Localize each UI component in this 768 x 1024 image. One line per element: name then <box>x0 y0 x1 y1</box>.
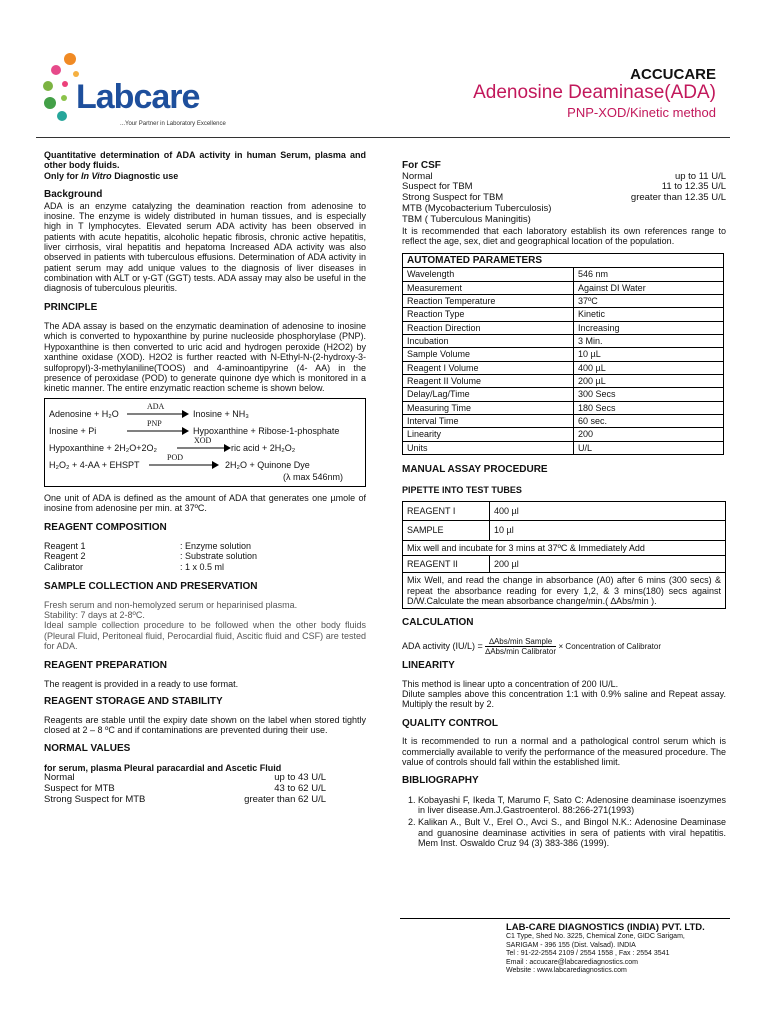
table-row <box>403 335 724 348</box>
formula-label: ADA activity (IU/L) = <box>402 640 483 651</box>
parameter-value: Against DI Water <box>574 281 724 294</box>
background-text: ADA is an enzyme catalyzing the deamination reaction from adenosine to inosine. The enzyme is widely distributed in human tissues, and is especially high in T lymphocytes. Elevated serum ADA activity has been observed in patients with acute hepatitis, alcoholic hepatic fibrosis, chronic active hepatitis, liver cirrhosis, viral hepatitis and hepatoma Increased ADA activity was also observed in patients with tuberculous effusions. Determination of ADA activity in patient serum may add unique values to the diagnosis of liver diseases in combination with ALT or γ-GT (GGT) tests. ADA assay may also be useful in the diagnosis of tuberculous pleuritis. <box>44 200 366 294</box>
storage-title: REAGENT STORAGE AND STABILITY <box>44 696 223 708</box>
table-row <box>403 401 724 414</box>
formula-fraction <box>485 637 556 656</box>
parameter-value: 60 sec. <box>574 415 724 428</box>
table-row <box>403 521 726 540</box>
unit-definition: One unit of ADA is defined as the amount of ADA that generates one µmole of inosine from adenosine per min. at 37ºC. <box>44 492 366 514</box>
formula-denominator: ∆Abs/min Calibrator <box>485 647 556 657</box>
parameter-name: Reaction Temperature <box>403 294 574 307</box>
automated-parameters-table <box>402 253 724 455</box>
calculation-formula <box>402 637 726 656</box>
parameter-value: 180 Secs <box>574 401 724 414</box>
sample-text-1: Fresh serum and non-hemolyzed serum or heparinised plasma. <box>44 599 298 610</box>
principle-title: PRINCIPLE <box>44 301 98 313</box>
reagent-prep-title: REAGENT PREPARATION <box>44 660 167 672</box>
intro-line1: Quantitative determination of ADA activity in human Serum, plasma and other body fluids. <box>44 150 366 171</box>
table-cell: SAMPLE <box>403 521 490 540</box>
csf-values <box>402 172 726 227</box>
parameter-value: 300 Secs <box>574 388 724 401</box>
lambda-note: (λ max 546nm) <box>282 471 343 482</box>
table-row <box>403 441 724 454</box>
parameter-value: 200 <box>574 428 724 441</box>
parameter-name: Linearity <box>403 428 574 441</box>
company-footer <box>506 922 726 975</box>
reaction-right: Inosine + NH₃ <box>193 408 249 419</box>
tbm-definition: TBM ( Tuberculous Maningitis) <box>402 214 531 226</box>
table-row <box>403 361 724 374</box>
reaction-right: Hypoxanthine + Ribose-1-phosphate <box>193 425 340 436</box>
parameter-name: Reaction Type <box>403 308 574 321</box>
table-row <box>403 348 724 361</box>
automated-parameters-title: AUTOMATED PARAMETERS <box>403 253 724 268</box>
labcare-logo <box>36 46 226 141</box>
parameter-value: 37ºC <box>574 294 724 307</box>
normal-values-subtitle: for serum, plasma Pleural paracardial and Ascetic Fluid <box>44 762 282 773</box>
arrow-right-icon <box>127 409 189 419</box>
sample-title: SAMPLE COLLECTION AND PRESERVATION <box>44 581 258 593</box>
linearity-title: LINEARITY <box>402 660 455 672</box>
arrow-right-icon <box>127 426 189 436</box>
reaction-left: H₂O₂ + 4-AA + EHSPT <box>49 459 140 470</box>
table-cell: Mix well and incubate for 3 mins at 37ºC & Immediately Add <box>403 540 726 555</box>
parameter-name: Reagent II Volume <box>403 375 574 388</box>
reagent-composition-list <box>44 541 366 572</box>
reagent-item: Reagent 1 : Enzyme solution <box>44 541 252 552</box>
csf-row: Normal up to 11 U/L <box>402 170 726 182</box>
parameter-name: Incubation <box>403 335 574 348</box>
reagent-item: Calibrator : 1 x 0.5 ml <box>44 561 225 572</box>
manual-procedure-table <box>402 501 726 609</box>
parameter-name: Interval Time <box>403 415 574 428</box>
table-cell: REAGENT I <box>403 501 490 520</box>
table-row <box>403 501 726 520</box>
parameter-name: Delay/Lag/Time <box>403 388 574 401</box>
table-row <box>403 555 726 572</box>
parameter-value: 546 nm <box>574 268 724 281</box>
sample-text <box>44 600 366 652</box>
parameter-value: 10 µL <box>574 348 724 361</box>
arrow-right-icon <box>149 460 219 470</box>
enzyme-label: XOD <box>194 435 212 445</box>
sample-text-2: Stability: 7 days at 2-8ºC. <box>44 609 145 620</box>
address-line-1: C1 Type, Shed No. 3225, Chemical Zone, GIDC Sarigam, <box>506 933 685 941</box>
phone-fax: Tel : 91-22-2554 2109 / 2554 1558 , Fax : 2554 3541 <box>506 950 670 958</box>
enzyme-label: PNP <box>147 418 162 428</box>
parameter-value: Kinetic <box>574 308 724 321</box>
bibliography-item: 2. Kalikan A., Bult V., Erel O., Avci S., and Bingol N.K.: Adenosine Deaminase and guanosine deaminase activities in sera of patients with viral hepatitis. Mem Inst. Oswaldo Cruz 94 (3) 383-386 (1999). <box>418 817 726 848</box>
parameter-name: Sample Volume <box>403 348 574 361</box>
logo-text: Labcare <box>76 78 200 116</box>
quality-control-title: QUALITY CONTROL <box>402 717 498 729</box>
reaction-scheme <box>44 398 366 487</box>
parameter-name: Reaction Direction <box>403 321 574 334</box>
csf-title: For CSF <box>402 160 441 171</box>
table-row <box>403 428 724 441</box>
parameter-value: Increasing <box>574 321 724 334</box>
company-name: LAB-CARE DIAGNOSTICS (INDIA) PVT. LTD. <box>506 922 705 933</box>
reaction-left: Inosine + Pi <box>49 425 97 436</box>
table-cell: REAGENT II <box>403 555 490 572</box>
reaction-left: Adenosine + H₂O <box>49 408 119 419</box>
table-row <box>403 294 724 307</box>
quality-control-text: It is recommended to run a normal and a pathological control serum which is commercially available to verify the performance of the measured procedure. The value of controls should fall within the established limit. <box>402 736 726 767</box>
table-row <box>403 268 724 281</box>
linearity-text-2: Dilute samples above this concentration 1:1 with 0.9% saline and Repeat assay. Multiply the result by 2. <box>402 689 726 710</box>
table-row <box>403 388 724 401</box>
table-row <box>403 281 724 294</box>
reagent-prep-text: The reagent is provided in a ready to use format. <box>44 678 239 689</box>
brand-accucare: ACCUCARE <box>630 66 716 83</box>
reaction-row <box>49 435 361 455</box>
intro-line2: Only for In Vitro Diagnostic use <box>44 170 179 181</box>
table-row <box>403 375 724 388</box>
table-cell: 200 µl <box>490 555 726 572</box>
reagent-item: Reagent 2 : Substrate solution <box>44 551 258 562</box>
email-link[interactable]: Email : accucare@labcarediagnostics.com <box>506 958 638 966</box>
table-row <box>403 415 724 428</box>
reaction-right: ric acid + 2H₂O₂ <box>231 442 296 453</box>
bibliography-item: 1. Kobayashi F, Ikeda T, Marumo F, Sato C: Adenosine deaminase isoenzymes in liver disease.Am.J.Gastroenterol. 88:266-271(1993) <box>418 795 726 816</box>
bibliography-title: BIBLIOGRAPHY <box>402 775 479 787</box>
mtb-definition: MTB (Mycobacterium Tuberculosis) <box>402 203 552 215</box>
linearity-text-1: This method is linear upto a concentration of 200 IU/L. <box>402 678 619 689</box>
automated-parameters-body <box>403 268 724 455</box>
normal-value-row: Strong Suspect for MTB greater than 62 U/L <box>44 794 326 806</box>
header-divider <box>36 137 730 138</box>
parameter-name: Measuring Time <box>403 401 574 414</box>
parameter-value: 3 Min. <box>574 335 724 348</box>
enzyme-label: ADA <box>147 401 165 411</box>
parameter-name: Reagent I Volume <box>403 361 574 374</box>
table-cell: Mix Well, and read the change in absorbance (A0) after 6 mins (300 secs) & repeat the absorbance reading for every 1,2, & 3 mins(180) secs against D/W.Calculate the mean absorbance change/min.( ∆Abs/min ). <box>403 573 726 609</box>
manual-assay-title: MANUAL ASSAY PROCEDURE <box>402 464 548 476</box>
principle-text: The ADA assay is based on the enzymatic deamination of adenosine to inosine which is converted to hypoxanthine by purine nucleoside phosphorylase (PNP). Hypoxanthine is then converted to uric acid and hydrogen peroxide (H2O2) by xanthine oxidase (XOD). H2O2 is further reacted with N-Ethyl-N-(2-hydroxy-3-sulfopropyl)-3-methylaniline(TOOS) and 4-aminoantipyrine (4- AA) in the presence of peroxidase (POD) to generate quinone dye which is monitored in a kinetic manner. The entire enzymatic reaction scheme is shown below. <box>44 321 366 394</box>
address-line-2: SARIGAM - 396 155 (Dist. Valsad). INDIA <box>506 941 636 949</box>
reaction-right: 2H₂O + Quinone Dye <box>225 459 310 470</box>
background-title: Background <box>44 189 103 201</box>
table-row <box>403 308 724 321</box>
bibliography-list <box>402 795 726 849</box>
calculation-title: CALCULATION <box>402 617 474 629</box>
parameter-name: Measurement <box>403 281 574 294</box>
csf-row: Strong Suspect for TBM greater than 12.35 U/L <box>402 192 726 204</box>
table-row <box>403 573 726 609</box>
footer-divider <box>400 918 730 919</box>
page-title: Adenosine Deaminase(ADA) <box>473 82 716 103</box>
reaction-left: Hypoxanthine + 2H₂O+2O₂ <box>49 442 158 453</box>
parameter-value: U/L <box>574 441 724 454</box>
parameter-value: 400 µL <box>574 361 724 374</box>
arrow-right-icon <box>177 443 231 453</box>
table-cell: 10 µl <box>490 521 726 540</box>
sample-text-3: Ideal sample collection procedure to be followed when the other body fluids (Pleural Fluid, Peritoneal fluid, Perocardial fluid, Ascitic fluid and CSF) are tested for ADA. <box>44 620 366 651</box>
table-row <box>403 321 724 334</box>
parameter-name: Wavelength <box>403 268 574 281</box>
reaction-row <box>49 401 361 421</box>
formula-numerator: ∆Abs/min Sample <box>485 637 556 647</box>
parameter-name: Units <box>403 441 574 454</box>
left-column <box>44 150 366 806</box>
logo-tagline: ...Your Partner in Laboratory Excellence <box>120 121 226 127</box>
table-row <box>403 540 726 555</box>
csf-row: Suspect for TBM 11 to 12.35 U/L <box>402 181 726 193</box>
website-link[interactable]: Website : www.labcarediagnostics.com <box>506 966 627 974</box>
csf-note: It is recommended that each laboratory establish its own references range to reflect the age, sex, diet and geographical location of the population. <box>402 226 726 247</box>
reagent-composition-title: REAGENT COMPOSITION <box>44 521 167 533</box>
normal-value-row: Suspect for MTB 43 to 62 U/L <box>44 783 326 795</box>
enzyme-label: POD <box>167 452 184 462</box>
normal-values-title: NORMAL VALUES <box>44 743 131 755</box>
parameter-value: 200 µL <box>574 375 724 388</box>
normal-values-list <box>44 773 366 806</box>
pipette-subtitle: PIPETTE INTO TEST TUBES <box>402 484 522 495</box>
method-subtitle: PNP-XOD/Kinetic method <box>567 105 716 120</box>
right-column <box>402 160 726 851</box>
formula-tail: × Concentration of Calibrator <box>558 641 662 651</box>
table-cell: 400 µl <box>490 501 726 520</box>
normal-value-row: Normal up to 43 U/L <box>44 772 326 784</box>
storage-text: Reagents are stable until the expiry date shown on the label when stored tightly closed at 2 – 8 ºC and if contaminations are prevented during their use. <box>44 714 366 735</box>
reaction-row <box>49 452 361 472</box>
